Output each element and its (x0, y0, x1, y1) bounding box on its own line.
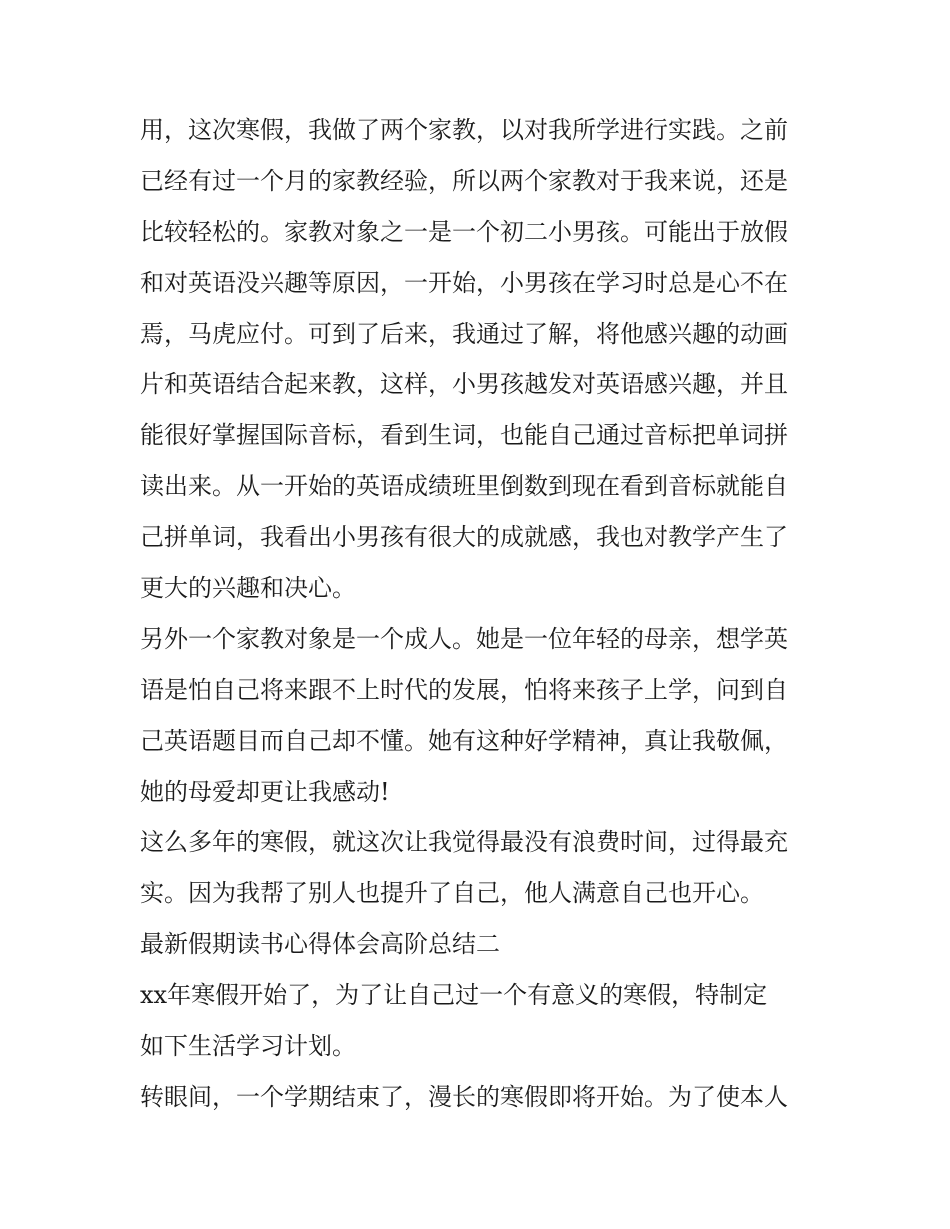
text-line: 焉，马虎应付。可到了后来，我通过了解，将他感兴趣的动画 (140, 319, 788, 348)
body-text (140, 105, 820, 1123)
text-line: 更大的兴趣和决心。 (140, 574, 356, 603)
text-line: 如下生活学习计划。 (140, 1032, 356, 1061)
text-line: 这么多年的寒假，就这次让我觉得最没有浪费时间，过得最充 (140, 828, 788, 857)
section-heading: 最新假期读书心得体会高阶总结二 (140, 930, 500, 959)
text-line: 已经有过一个月的家教经验，所以两个家教对于我来说，还是 (140, 166, 788, 195)
text-line: 转眼间，一个学期结束了，漫长的寒假即将开始。为了使本人 (140, 1082, 788, 1111)
text-line: 用，这次寒假，我做了两个家教，以对我所学进行实践。之前 (140, 116, 788, 144)
text-line: 己拼单词，我看出小男孩有很大的成就感，我也对教学产生了 (140, 523, 788, 552)
text-line: 己英语题目而自己却不懂。她有这种好学精神，真让我敬佩， (140, 726, 788, 755)
text-line: 比较轻松的。家教对象之一是一个初二小男孩。可能出于放假 (140, 217, 788, 246)
text-line: xx年寒假开始了，为了让自己过一个有意义的寒假，特制定 (140, 981, 768, 1010)
text-line: 语是怕自己将来跟不上时代的发展，怕将来孩子上学，问到自 (140, 675, 788, 704)
text-line: 实。因为我帮了别人也提升了自己，他人满意自己也开心。 (140, 879, 764, 908)
text-line: 另外一个家教对象是一个成人。她是一位年轻的母亲，想学英 (140, 624, 788, 653)
text-line: 和对英语没兴趣等原因，一开始，小男孩在学习时总是心不在 (140, 268, 788, 297)
text-line: 片和英语结合起来教，这样，小男孩越发对英语感兴趣，并且 (140, 370, 788, 399)
text-line: 能很好掌握国际音标，看到生词，也能自己通过音标把单词拼 (140, 421, 788, 450)
text-line: 读出来。从一开始的英语成绩班里倒数到现在看到音标就能自 (140, 472, 788, 501)
text-line: 她的母爱却更让我感动! (140, 777, 390, 806)
